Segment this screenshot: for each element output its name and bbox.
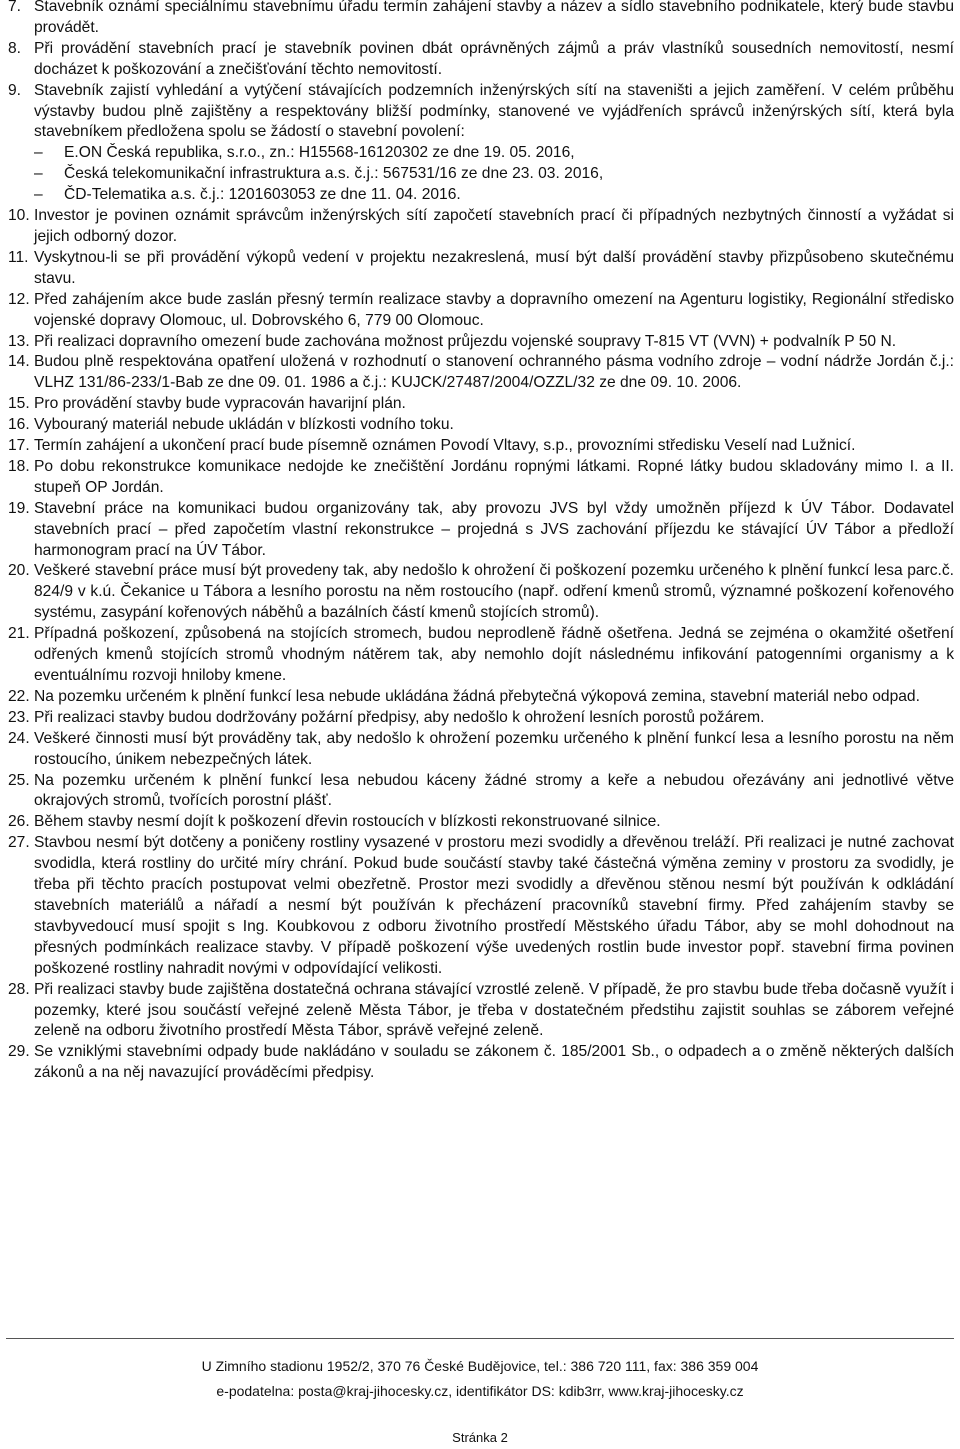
- item-number: 20.: [8, 562, 30, 580]
- condition-item: [0, 812, 960, 833]
- item-number: 13.: [8, 332, 30, 350]
- item-text: Veškeré činnosti musí být prováděny tak, aby nedošlo k ohrožení pozemku určeného k plnění funkcí lesa a lesního porostu na něm rostoucího, únikem nebezpečných látek.: [34, 729, 954, 768]
- condition-item: [0, 561, 960, 624]
- item-number: 25.: [8, 771, 30, 789]
- condition-item: [0, 290, 960, 332]
- item-number: 9.: [8, 81, 22, 99]
- item-number: 24.: [8, 729, 30, 747]
- administrator-entry: – ČD-Telematika a.s. č.j.: 1201603053 ze dne 11. 04. 2016.: [34, 185, 954, 206]
- administrator-entry: – E.ON Česká republika, s.r.o., zn.: H15568-16120302 ze dne 19. 05. 2016,: [34, 143, 954, 164]
- condition-item: [0, 81, 960, 206]
- item-number: 12.: [8, 290, 30, 308]
- item-text: Na pozemku určeném k plnění funkcí lesa nebude ukládána žádná přebytečná výkopová zemina, stavební materiál nebo odpad.: [34, 687, 920, 705]
- item-number: 19.: [8, 499, 30, 517]
- item-text: Veškeré stavební práce musí být provedeny tak, aby nedošlo k ohrožení či poškození pozemku určeného k plnění funkcí lesa parc.č. 824/9 v k.ú. Čekanice u Tábora a lesního porostu na něm rostoucího (např. odření kmenů stromů, významné poškození kořenového systému, zasypání kořenových náběhů a bazálních částí kmenů stojících stromů).: [34, 562, 954, 622]
- item-text: Budou plně respektována opatření uložená v rozhodnutí o stanovení ochranného pásma vodního zdroje – vodní nádrže Jordán č.j.: VLHZ 131/86-233/1-Bab ze dne 09. 01. 1986 a č.j.: KUJCK/27487/2004/OZZL/32 ze dne 09. 10. 2006.: [34, 353, 954, 392]
- item-number: 8.: [8, 39, 22, 57]
- item-number: 18.: [8, 457, 30, 475]
- condition-item: [0, 729, 960, 771]
- item-number: 15.: [8, 395, 30, 413]
- administrator-entry: – Česká telekomunikační infrastruktura a.s. č.j.: 567531/16 ze dne 23. 03. 2016,: [34, 164, 954, 185]
- page-number: Stránka 2: [452, 1430, 508, 1445]
- condition-item: [0, 457, 960, 499]
- footer-address: U Zimního stadionu 1952/2, 370 76 České Budějovice, tel.: 386 720 111, fax: 386 359 004: [201, 1358, 759, 1374]
- item-text: Při realizaci dopravního omezení bude zachována možnost průjezdu vojenské soupravy T-815 VT (VVN) + podvalník P 50 N.: [34, 332, 897, 350]
- condition-item: [0, 206, 960, 248]
- condition-item: [0, 0, 960, 39]
- item-text: Stavebník zajistí vyhledání a vytýčení stávajících podzemních inženýrských sítí na staveništi a jejich zaměření. V celém průběhu výstavby budou plně zajištěny a respektovány bližší podmínky, stanovené ve vyjádřeních správců inženýrských sítí, která byla stavebníkem předložena spolu se žádostí o stavební povolení:: [34, 81, 954, 141]
- item-text: Při provádění stavebních prací je stavebník povinen dbát oprávněných zájmů a práv vlastníků sousedních nemovitostí, nesmí docházet k poškozování a znečišťování těchto nemovitostí.: [34, 39, 954, 78]
- condition-item: [0, 415, 960, 436]
- item-text: Termín zahájení a ukončení prací bude písemně oznámen Povodí Vltavy, s.p., provozními středisku Veselí nad Lužnicí.: [34, 437, 856, 455]
- item-text: Během stavby nesmí dojít k poškození dřevin rostoucích v blízkosti rekonstruované silnice.: [34, 813, 661, 831]
- condition-item: [0, 771, 960, 813]
- item-number: 7.: [8, 0, 22, 15]
- item-number: 29.: [8, 1043, 30, 1061]
- condition-item: [0, 248, 960, 290]
- item-number: 14.: [8, 353, 30, 371]
- network-administrators-list: [34, 143, 954, 206]
- item-text: Stavbou nesmí být dotčeny a poničeny rostliny vysazené v prostoru mezi svodidly a dřevěnou treláží. Při realizaci je nutné zachovat svodidla, která rostliny do určité míry chrání. Pokud bude součástí stavby také částečná výměna zeminy v prostoru za svodidly, je třeba při těchto pracích postupovat velmi obezřetně. Prostor mezi svodidly a dřevěnou stěnou nesmí být používán k odkládání stavebních materiálů a nářadí a nesmí být používán k přecházení pracovníků stavební firmy. Před zahájením stavby se stavbyvedoucí musí spojit s Ing. Koubkovou z odboru životního prostředí Městského úřadu Tábor, aby se mohl dohodnout na přesných podmínkách realizace stavby. V případě poškození výše uvedených rostlin bude investor popř. stavební firma povinen poškozené rostliny nahradit novými v odpovídající velikosti.: [34, 834, 954, 977]
- dash-bullet: –: [34, 186, 43, 204]
- item-text: Po dobu rekonstrukce komunikace nedojde ke znečištění Jordánu ropnými látkami. Ropné látky budou skladovány mimo I. a II. stupeň OP Jordán.: [34, 457, 954, 496]
- condition-item: [0, 332, 960, 353]
- condition-item: [0, 687, 960, 708]
- condition-item: [0, 980, 960, 1043]
- item-number: 26.: [8, 813, 30, 831]
- item-number: 16.: [8, 416, 30, 434]
- item-number: 28.: [8, 980, 30, 998]
- condition-item: [0, 499, 960, 562]
- condition-item: [0, 624, 960, 687]
- item-number: 23.: [8, 708, 30, 726]
- item-text: Pro provádění stavby bude vypracován havarijní plán.: [34, 395, 406, 413]
- condition-item: [0, 833, 960, 979]
- item-text: Stavební práce na komunikaci budou organizovány tak, aby provozu JVS byl vždy umožněn příjezd k ÚV Tábor. Dodavatel stavebních prací – před započetím vlastní rekonstrukce – projedná s JVS zachování příjezdu ke stávající ÚV Tábor a předloží harmonogram prací na ÚV Tábor.: [34, 499, 954, 559]
- condition-item: [0, 39, 960, 81]
- item-number: 10.: [8, 207, 30, 225]
- item-text: Před zahájením akce bude zaslán přesný termín realizace stavby a dopravního omezení na Agenturu logistiky, Regionální středisko vojenské dopravy Olomouc, ul. Dobrovského 6, 779 00 Olomouc.: [34, 290, 954, 329]
- footer-contacts: e-podatelna: posta@kraj-jihocesky.cz, identifikátor DS: kdib3rr, www.kraj-jihocesky.cz: [216, 1383, 744, 1399]
- condition-item: [0, 1042, 960, 1084]
- item-number: 11.: [8, 248, 29, 266]
- item-number: 17.: [8, 437, 30, 455]
- item-text: Investor je povinen oznámit správcům inženýrských sítí započetí stavebních prací či případných nezbytných činností a vyžádat si jejich odborný dozor.: [34, 207, 954, 245]
- item-text: Stavebník oznámí speciálnímu stavebnímu úřadu termín zahájení stavby a název a sídlo stavebního podnikatele, který bude stavbu provádět.: [34, 0, 954, 36]
- item-text: Na pozemku určeném k plnění funkcí lesa nebudou káceny žádné stromy a keře a nebudou ořezávány ani jednotlivé větve okrajových stromů, tvořících porostní plášť.: [34, 771, 954, 810]
- condition-item: [0, 436, 960, 457]
- item-text: Při realizaci stavby bude zajištěna dostatečná ochrana stávající vzrostlé zeleně. V případě, že pro stavbu bude třeba dočasně využít i pozemky, které jsou součástí veřejné zeleně Města Tábor, je třeba v dostatečném předstihu zajistit souhlas se záborem veřejné zeleně na odboru životního prostředí Města Tábor, správě veřejné zeleně.: [34, 980, 954, 1040]
- footer-divider: [6, 1338, 954, 1339]
- item-number: 21.: [8, 625, 30, 643]
- dash-bullet: –: [34, 144, 43, 162]
- condition-item: [0, 352, 960, 394]
- condition-item: [0, 394, 960, 415]
- condition-item: [0, 708, 960, 729]
- item-text: Se vzniklými stavebními odpady bude nakládáno v souladu se zákonem č. 185/2001 Sb., o odpadech a o změně některých dalších zákonů a na něj navazující prováděcími předpisy.: [34, 1043, 954, 1082]
- item-number: 22.: [8, 687, 30, 705]
- item-text: Vybouraný materiál nebude ukládán v blízkosti vodního toku.: [34, 416, 454, 434]
- item-text: Vyskytnou-li se při provádění výkopů vedení v projektu nezakreslená, musí být další provádění stavby přizpůsobeno skutečnému stavu.: [34, 248, 954, 287]
- dash-bullet: –: [34, 165, 43, 183]
- item-text: Při realizaci stavby budou dodržovány požární předpisy, aby nedošlo k ohrožení lesních porostů požárem.: [34, 708, 765, 726]
- item-number: 27.: [8, 834, 30, 852]
- item-text: Případná poškození, způsobená na stojících stromech, budou neprodleně řádně ošetřena. Jedná se zejména o okamžité ošetření odřených kmenů stojících stromů vhodným nátěrem tak, aby nemohlo dojít následnému infikování patogenními organismy a k eventuálnímu rozvoji hniloby kmene.: [34, 625, 954, 684]
